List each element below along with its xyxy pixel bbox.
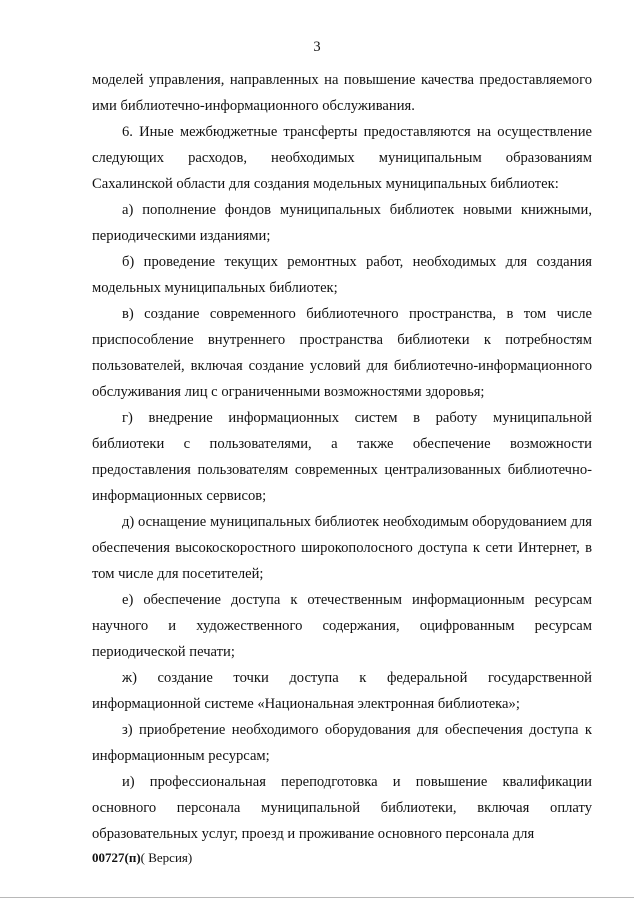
paragraph-item-z: з) приобретение необходимого оборудования для обеспечения доступа к информационным ресурсам; (92, 722, 592, 764)
paragraph-item-e: е) обеспечение доступа к отечественным информационным ресурсам научного и художественного содержания, оцифрованным ресурсам периодической печати; (92, 592, 592, 660)
paragraph-continuation: моделей управления, направленных на повышение качества предоставляемого ими библиотечно-информационного обслуживания. (92, 72, 592, 114)
paragraph-item-6: 6. Иные межбюджетные трансферты предоставляются на осуществление следующих расходов, необходимых муниципальным образованиям Сахалинской области для создания модельных муниципальных библиотек: (92, 124, 592, 192)
document-footer (92, 849, 192, 867)
paragraph-item-d: д) оснащение муниципальных библиотек необходимым оборудованием для обеспечения высокоскоростного широкополосного доступа к сети Интернет, в том числе для посетителей; (92, 514, 592, 582)
page-edge-line (0, 897, 634, 898)
page-number: 3 (313, 39, 321, 55)
paragraph-item-zh: ж) создание точки доступа к федеральной государственной информационной системе «Национальная электронная библиотека»; (92, 670, 592, 712)
document-code: 00727(п) (92, 850, 141, 865)
document-version: ( Версия) (140, 850, 193, 865)
paragraph-item-b: б) проведение текущих ремонтных работ, необходимых для создания модельных муниципальных библиотек; (92, 254, 592, 296)
document-body (92, 67, 592, 847)
paragraph-item-g: г) внедрение информационных систем в работу муниципальной библиотеки с пользователями, а также обеспечение возможности предоставления пользователям современных централизованных библиотечно-информационных сервисов; (92, 410, 592, 504)
paragraph-item-a: а) пополнение фондов муниципальных библиотек новыми книжными, периодическими изданиями; (92, 202, 592, 244)
paragraph-item-v: в) создание современного библиотечного пространства, в том числе приспособление внутреннего пространства библиотеки к потребностям пользователей, включая создание условий для библиотечно-информационного обслуживания лиц с ограниченными возможностями здоровья; (92, 306, 592, 400)
paragraph-item-i: и) профессиональная переподготовка и повышение квалификации основного персонала муниципальной библиотеки, включая оплату образовательных услуг, проезд и проживание основного персонала для (92, 774, 592, 842)
